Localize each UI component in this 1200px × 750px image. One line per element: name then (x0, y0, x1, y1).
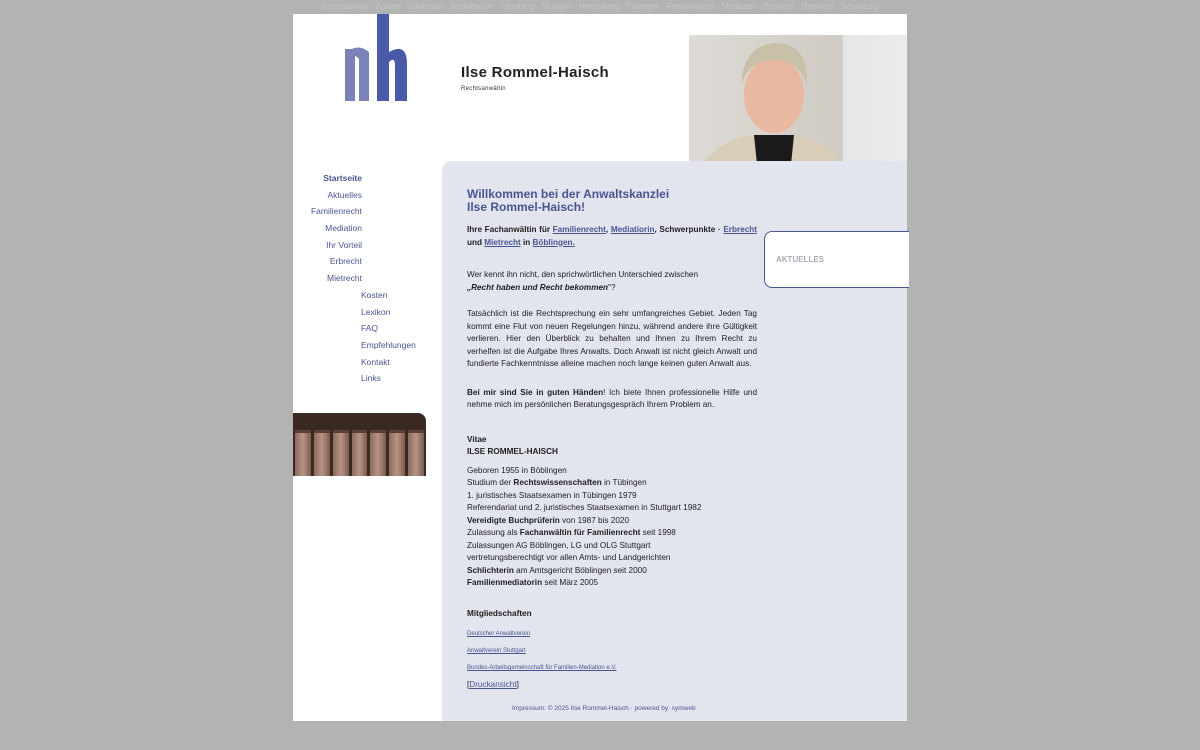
vita-item: 1. juristisches Staatsexamen in Tübingen 1979 (467, 490, 637, 500)
page-title: Willkommen bei der Anwaltskanzlei Ilse Rommel-Haisch! (467, 187, 670, 214)
print-view-link[interactable]: Druckansicht (469, 680, 517, 689)
link-erbrecht[interactable]: Erbrecht (723, 225, 757, 234)
member-link[interactable]: Anwaltverein Stuttgart (467, 648, 526, 654)
vita-item: Familienmediatorin seit März 2005 (467, 578, 599, 587)
nav-aktuelles[interactable]: Aktuelles (327, 189, 362, 200)
nav-kontakt[interactable]: Kontakt (361, 356, 390, 367)
vita-item: Zulassung als Fachanwältin für Familienrecht seit 1998 (467, 528, 676, 537)
link-boeblingen[interactable]: Böblingen. (532, 237, 575, 247)
nav-startseite[interactable]: Startseite (323, 173, 362, 183)
member-link[interactable]: Bundes-Arbeitsgemeinschaft für Familien-Mediation e.V. (467, 665, 617, 671)
link-mediatiorin[interactable]: Mediatiorin (610, 225, 655, 234)
nav-kosten[interactable]: Kosten (361, 289, 388, 300)
keyword-strip: Rechtsanwalt · Anwalt · Böblingen · Sindelfingen · Leonberg · Stuttgart · Herrenberg · Tübingen · Familienrecht · Mediation · Erbrecht · Mietrecht · Scheidung (321, 2, 879, 11)
vita-item: Vereidigte Buchprüferin von 1987 bis 2020 (467, 515, 630, 525)
main-content: Willkommen bei der Anwaltskanzlei Ilse Rommel-Haisch! Ihre Fachanwältin für Familienrecht, Mediatiorin, Schwerpunkte · Erbrecht und Mietrecht in Böblingen. Wer kennt ihn nicht, den sprichwörtlichen Unterschied zwischen „Recht haben und Recht bekommen"? Tatsächlich ist die Rechtsprechung ein sehr umfangreiches Gebiet. Jeden Tag kommt eine Flut von neuen Regelungen hinzu, während andere ihre Gültigkeit verlieren. Hier den Überblick zu behalten und Ihnen zu Ihrem Recht zu verhelfen ist die Aufgabe Ihres Anwalts. Doch Anwalt ist nicht gleich Anwalt und fundierte Fachkenntnisse alleine machen noch lange keinen guten Anwalt aus. Bei mir sind Sie in guten Händen! Ich biete Ihnen professionelle Hilfe und nehme mich im persönlichen Beratungsgespräch Ihrem Problem an. Vitae ILSE ROMMEL-HAISCH Geboren 1955 in Böblingen Studium der Rechtswissenschaften in Tübingen 1. juristisches Staatsexamen in Tübingen 1979 Referendariat und 2. juristisches Staatsexamen in Stuttgart 1982 Vereidigte Buchprüferin von 1987 bis 2020 Zulassung als Fachanwältin für Familienrecht seit 1998 Zulassungen AG Böblingen, LG und OLG Stuttgart vertretungsberechtigt vor allen Amts- und Landgerichten Schlichterin am Amtsgericht Böblingen seit 2000 Familienmediatorin seit März 2005 Mitgliedschaften Deutscher Anwaltverein Anwaltverein Stuttgart Bundes-Arbeitsgemeinschaft für Familien-Mediation e.V. [Druckansicht] Impressum: © 2025 Ilse Rommel-Haisch · powered by: symweb (467, 187, 757, 712)
books-image (293, 413, 426, 476)
vita-item: Geboren 1955 in Böblingen (467, 465, 567, 475)
vita-list (467, 465, 757, 590)
vita-item: Studium der Rechtswissenschaften in Tübingen (467, 478, 647, 487)
vitae-heading: Vitae ILSE ROMMEL-HAISCH (467, 434, 558, 456)
footer[interactable]: Impressum: © 2025 Ilse Rommel-Haisch · powered by: symweb (512, 704, 696, 712)
nav-familienrecht[interactable]: Familienrecht (310, 206, 362, 217)
rh-logo-icon (345, 14, 415, 104)
logo-subtitle: Rechtsanwältin (461, 86, 506, 92)
vita-item: Schlichterin am Amtsgericht Böblingen seit 2000 (467, 565, 647, 575)
vita-item: vertretungsberechtigt vor allen Amts- und Landgerichten (467, 553, 671, 562)
nav-faq[interactable]: FAQ (361, 323, 379, 334)
nav-links[interactable]: Links (361, 373, 381, 384)
memberships-heading: Mitgliedschaften (467, 608, 532, 618)
nav-erbrecht[interactable]: Erbrecht (329, 256, 362, 267)
paragraph-3: Bei mir sind Sie in guten Händen! Ich biete Ihnen professionelle Hilfe und nehme mich im persönlichen Beratungsgespräch Ihrem Problem an. (467, 387, 757, 409)
nav-mediation[interactable]: Mediation (325, 223, 362, 234)
logo[interactable] (345, 14, 609, 104)
aktuelles-box[interactable]: AKTUELLES (764, 231, 909, 288)
nav-mietrecht[interactable]: Mietrecht (327, 273, 362, 284)
main-nav (293, 170, 443, 387)
nav-ihr-vorteil[interactable]: Ihr Vorteil (326, 239, 362, 250)
vita-item: Referendariat und 2. juristisches Staatsexamen in Stuttgart 1982 (467, 503, 702, 512)
logo-name: Ilse Rommel-Haisch (461, 64, 609, 81)
link-familienrecht[interactable]: Familienrecht (552, 225, 606, 234)
paragraph-2: Tatsächlich ist die Rechtsprechung ein sehr umfangreiches Gebiet. Jeden Tag kommt eine Flut von neuen Regelungen hinzu, während andere ihre Gültigkeit verlieren. Hier den Überblick zu behalten und Ihnen zu Ihrem Recht zu verhelfen ist die Aufgabe Ihres Anwalts. Doch Anwalt ist nicht gleich Anwalt und fundierte Fachkenntnisse alleine machen noch lange keinen guten Anwalt aus. (467, 309, 757, 368)
link-mietrecht[interactable]: Mietrecht (484, 237, 521, 247)
member-link[interactable]: Deutscher Anwaltverein (467, 631, 531, 637)
intro: Ihre Fachanwältin für Familienrecht, Mediatiorin, Schwerpunkte · Erbrecht und Mietrecht in Böblingen. (467, 225, 757, 247)
vita-item: Zulassungen AG Böblingen, LG und OLG Stuttgart (467, 540, 651, 550)
page (293, 14, 907, 721)
nav-empfehlungen[interactable]: Empfehlungen (361, 339, 416, 350)
paragraph-1: Wer kennt ihn nicht, den sprichwörtlichen Unterschied zwischen „Recht haben und Recht bekommen"? (467, 270, 699, 292)
nav-lexikon[interactable]: Lexikon (361, 306, 391, 317)
